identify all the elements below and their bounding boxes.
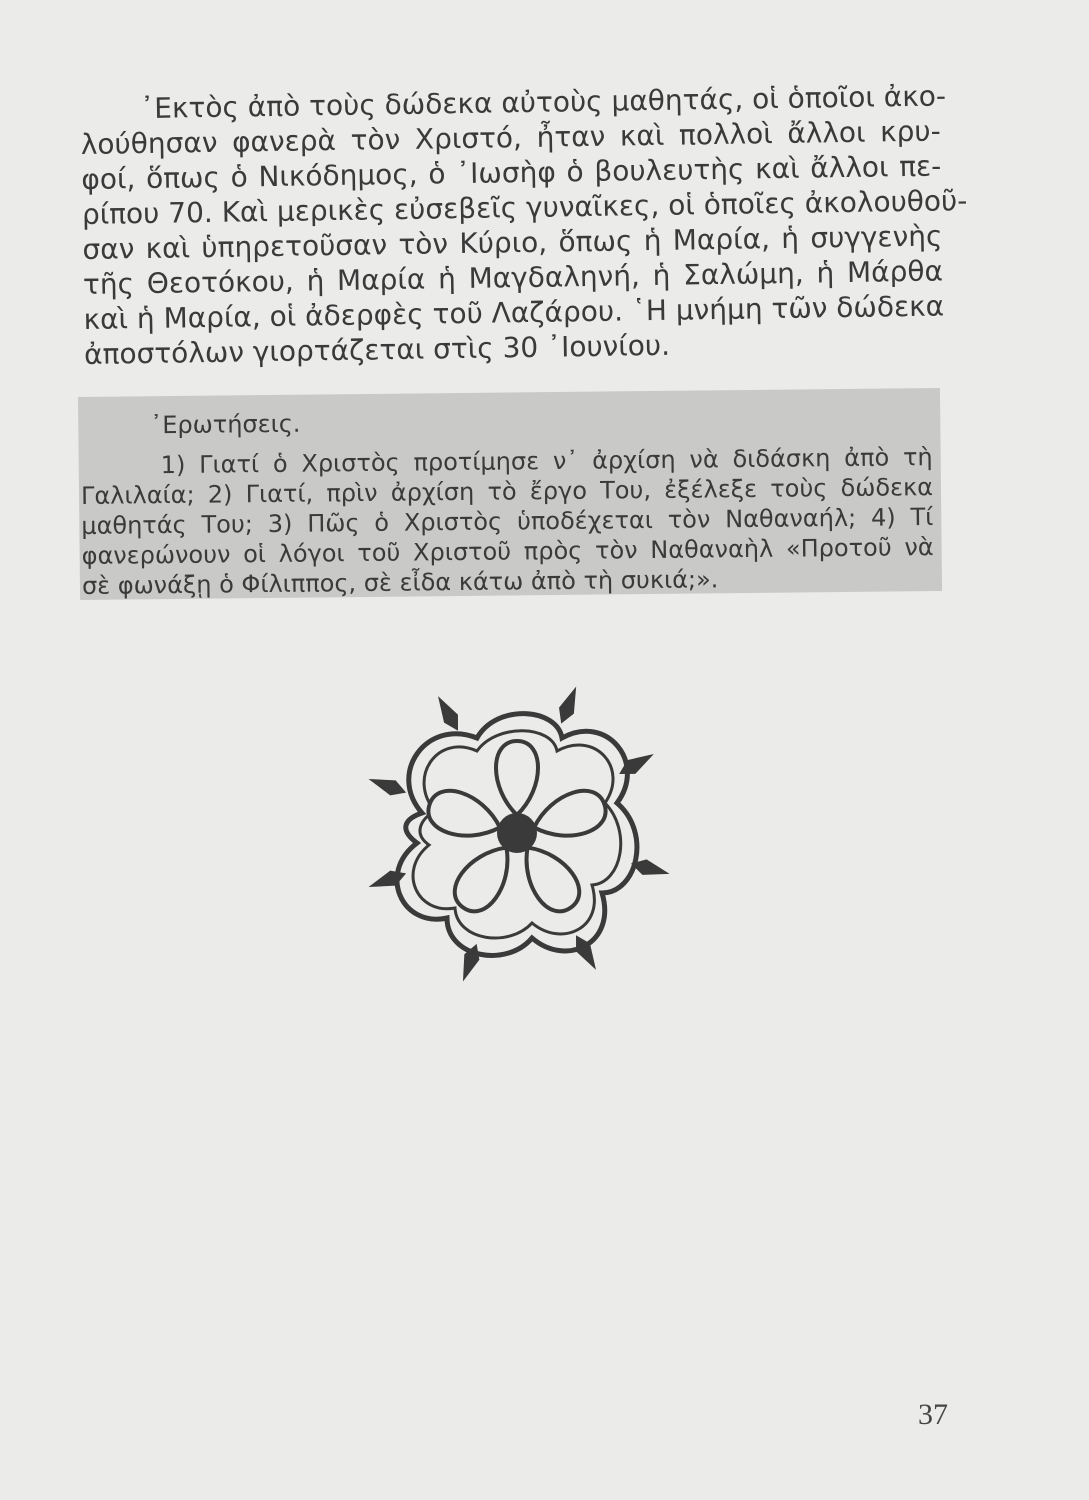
text-line: φοί, ὅπως ὁ Νικόδημος, ὁ ᾿Ιωσὴφ ὁ βουλευτὴς καὶ ἄλλοι πε- bbox=[81, 149, 942, 196]
page-number: 37 bbox=[918, 1398, 948, 1431]
question-line: 1) Γιατί ὁ Χριστὸς προτίμησε ν᾿ ἀρχίση νὰ διδάσκη ἀπὸ τὴ bbox=[160, 443, 933, 480]
questions-body bbox=[81, 442, 935, 601]
text-line: καὶ ἡ Μαρία, οἱ ἀδερφὲς τοῦ Λαζάρου. ῾Η μνήμη τῶν δώδεκα bbox=[83, 289, 945, 336]
question-line: σὲ φωνάξῃ ὁ Φίλιππος, σὲ εἶδα κάτω ἀπὸ τὴ συκιά;». bbox=[81, 565, 719, 600]
questions-box bbox=[78, 388, 942, 600]
text-line: ᾿Εκτὸς ἀπὸ τοὺς δώδεκα αὐτοὺς μαθητάς, οἱ ὁποῖοι ἀκο- bbox=[140, 79, 947, 126]
questions-title: ᾿Ερωτήσεις. bbox=[150, 409, 301, 440]
main-paragraph bbox=[80, 78, 968, 371]
text-line: τῆς Θεοτόκου, ἡ Μαρία ἡ Μαγδαληνή, ἡ Σαλώμη, ἡ Μάρθα bbox=[82, 254, 944, 301]
question-line: μαθητάς Του; 3) Πῶς ὁ Χριστὸς ὑποδέχεται τὸν Ναθαναήλ; 4) Τί bbox=[81, 503, 934, 540]
question-line: Γαλιλαία; 2) Γιατί, πρὶν ἀρχίση τὸ ἔργο Του, ἐξέλεξε τοὺς δώδεκα bbox=[80, 473, 934, 510]
text-line: ἀποστόλων γιορτάζεται στὶς 30 ᾿Ιουνίου. bbox=[83, 328, 671, 371]
flower-center bbox=[497, 813, 537, 853]
text-line: σαν καὶ ὑπηρετοῦσαν τὸν Κύριο, ὅπως ἡ Μαρία, ἡ συγγενὴς bbox=[82, 219, 943, 266]
text-line: λούθησαν φανερὰ τὸν Χριστό, ἦταν καὶ πολλοὶ ἄλλοι κρυ- bbox=[80, 114, 941, 161]
flower-ornament-icon bbox=[352, 668, 682, 998]
text-line: ρίπου 70. Καὶ μερικὲς εὐσεβεῖς γυναῖκες, οἱ ὁποῖες ἀκολουθοῦ- bbox=[81, 184, 968, 231]
question-line: φανερώνουν οἱ λόγοι τοῦ Χριστοῦ πρὸς τὸν Ναθαναὴλ «Προτοῦ νὰ bbox=[81, 533, 934, 570]
